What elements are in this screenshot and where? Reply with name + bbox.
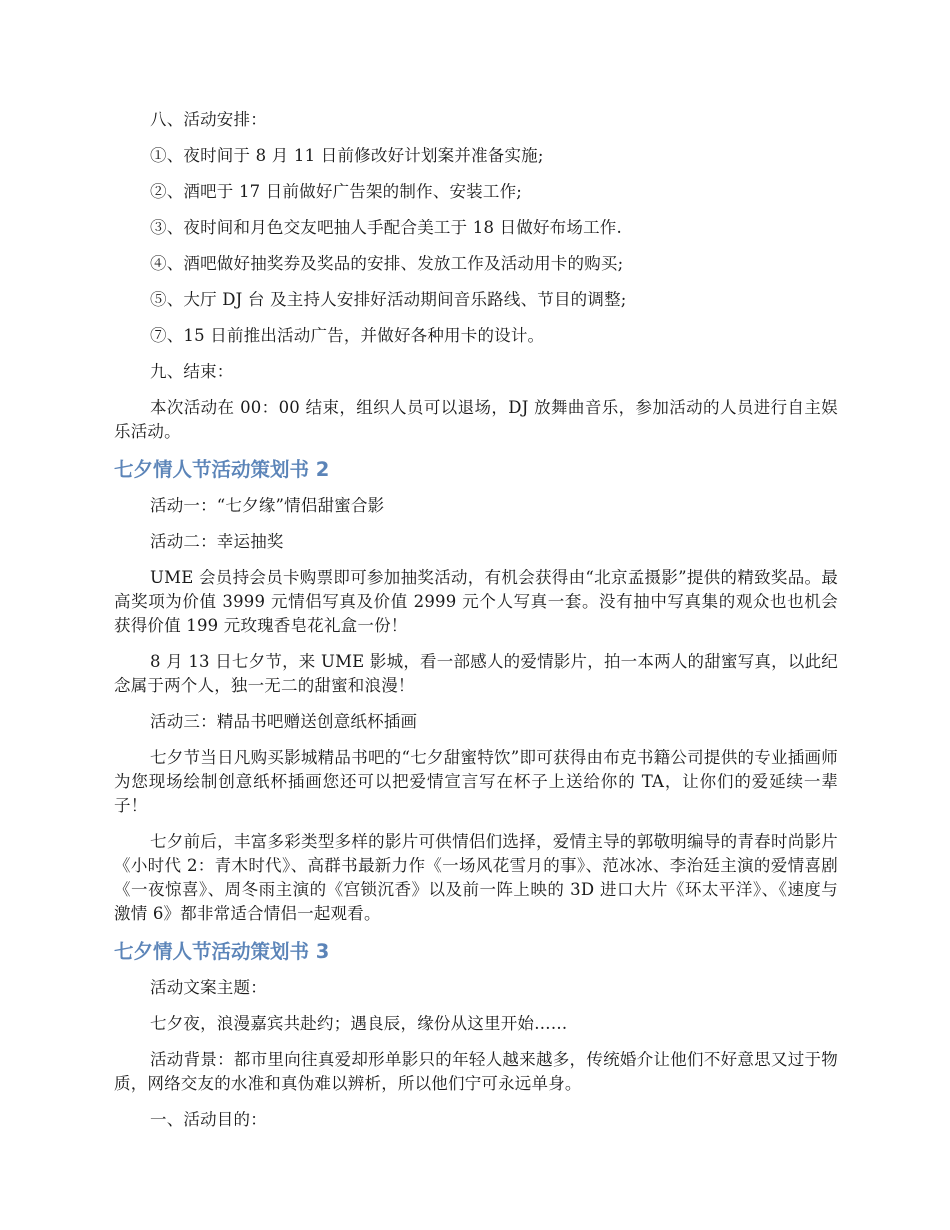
paragraph: ②、酒吧于 17 日前做好广告架的制作、安装工作;	[150, 182, 523, 201]
paragraph: 七夕前后，丰富多彩类型多样的影片可供情侣们选择，爱情主导的郭敬明编导的青春时尚影片《小时代 2：青木时代》、高群书最新力作《一场风花雪月的事》、范冰冰、李治廷主演的爱情喜剧《一夜惊喜》、周冬雨主演的《宫锁沉香》以及前一阵上映的 3D 进口大片《环太平洋》、《速度与激情 6》都非常适合情侣一起观看。	[114, 832, 838, 923]
paragraph: 活动文案主题：	[150, 978, 267, 997]
section-3	[114, 976, 838, 1132]
section-1	[114, 108, 838, 444]
paragraph: ⑤、大厅 DJ 台 及主持人安排好活动期间音乐路线、节目的调整;	[150, 290, 627, 309]
paragraph: 八、活动安排：	[150, 110, 267, 129]
paragraph: 活动三：精品书吧赠送创意纸杯插画	[150, 712, 418, 731]
paragraph: ⑦、15 日前推出活动广告，并做好各种用卡的设计。	[150, 326, 545, 345]
section-2	[114, 494, 838, 926]
paragraph: ④、酒吧做好抽奖券及奖品的安排、发放工作及活动用卡的购买;	[150, 254, 624, 273]
paragraph: 一、活动目的：	[150, 1110, 267, 1129]
paragraph: UME 会员持会员卡购票即可参加抽奖活动，有机会获得由“北京孟摄影”提供的精致奖品。最高奖项为价值 3999 元情侣写真及价值 2999 元个人写真一套。没有抽中写真集的观众也也机会获得价值 199 元玫瑰香皂花礼盒一份！	[114, 568, 838, 635]
document-page	[114, 108, 838, 1144]
paragraph: 活动背景：都市里向往真爱却形单影只的年轻人越来越多，传统婚介让他们不好意思又过于物质，网络交友的水准和真伪难以辨析，所以他们宁可永远单身。	[114, 1050, 838, 1093]
paragraph: ①、夜时间于 8 月 11 日前修改好计划案并准备实施;	[150, 146, 544, 165]
section-heading: 七夕情人节活动策划书 2	[114, 458, 330, 481]
paragraph: 活动二：幸运抽奖	[150, 532, 284, 551]
paragraph: 本次活动在 00：00 结束，组织人员可以退场，DJ 放舞曲音乐，参加活动的人员进行自主娱乐活动。	[114, 398, 838, 441]
paragraph: 七夕节当日凡购买影城精品书吧的“七夕甜蜜特饮”即可获得由布克书籍公司提供的专业插画师为您现场绘制创意纸杯插画您还可以把爱情宣言写在杯子上送给你的 TA，让你们的爱延续一辈子！	[114, 748, 838, 815]
paragraph: 七夕夜，浪漫嘉宾共赴约；遇良辰，缘份从这里开始……	[150, 1014, 568, 1033]
paragraph: 九、结束：	[150, 362, 234, 381]
section-heading: 七夕情人节活动策划书 3	[114, 940, 330, 963]
paragraph: 活动一：“七夕缘”情侣甜蜜合影	[150, 496, 385, 515]
paragraph: 8 月 13 日七夕节，来 UME 影城，看一部感人的爱情影片，拍一本两人的甜蜜写真，以此纪念属于两个人，独一无二的甜蜜和浪漫！	[114, 652, 838, 695]
paragraph: ③、夜时间和月色交友吧抽人手配合美工于 18 日做好布场工作.	[150, 218, 622, 237]
